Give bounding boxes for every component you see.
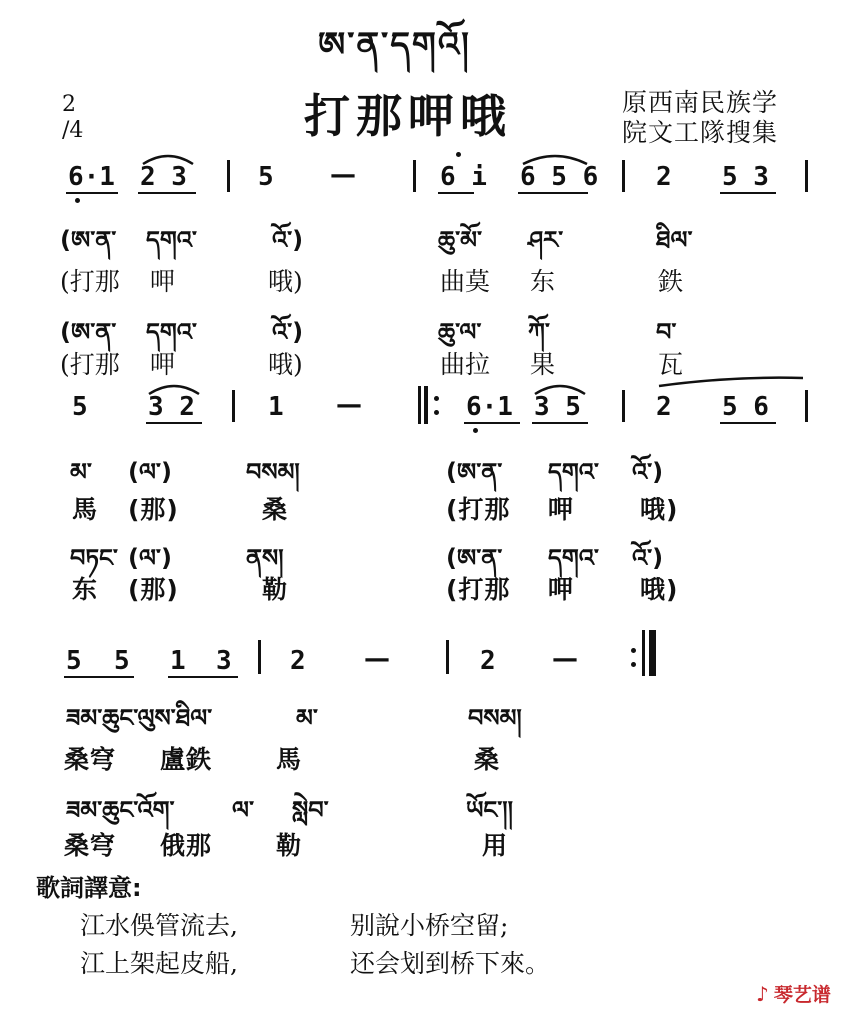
lyric-tibetan: ཟམ་ཆུང་ལུས་ཐིལ་	[66, 704, 213, 732]
credit-line-1: 原西南民族学	[622, 88, 779, 117]
barline	[622, 390, 625, 422]
lyric-chinese: 桑穹	[64, 831, 117, 860]
lyric-chinese: 呷	[150, 267, 176, 296]
lyric-tibetan: འོ་)	[632, 458, 664, 486]
underline	[168, 676, 238, 678]
lyric-chinese: 东	[530, 267, 556, 296]
time-sig-denominator: /4	[62, 118, 84, 143]
repeat-dot	[631, 662, 636, 667]
octave-dot-above	[456, 152, 461, 157]
lyric-tibetan: (ཨ་ན་	[60, 226, 117, 254]
lyric-chinese: 勒	[276, 831, 303, 860]
note: 5	[66, 646, 82, 676]
note: 3 2	[148, 392, 195, 422]
note-dash: —	[330, 160, 356, 190]
underline	[532, 422, 588, 424]
lyric-chinese: 桑穹	[64, 745, 117, 774]
repeat-dot	[434, 396, 439, 401]
lyric-tibetan: ཀོ་	[528, 318, 550, 346]
barline	[805, 390, 808, 422]
lyric-tibetan: (ལ་)	[128, 458, 172, 486]
slur	[146, 380, 202, 396]
lyric-tibetan: འོ་)	[272, 318, 304, 346]
end-barline-thick	[649, 630, 656, 676]
lyric-chinese: (那)	[128, 495, 179, 524]
lyric-chinese: 哦)	[268, 350, 303, 379]
lyric-chinese: 哦)	[640, 495, 679, 524]
lyric-tibetan: ནས།	[246, 544, 284, 572]
note: 3	[216, 646, 232, 676]
lyric-tibetan: དགའ་	[146, 226, 197, 254]
lyric-tibetan: མ་	[296, 704, 318, 732]
note: 5 3	[722, 162, 769, 192]
note: 2	[480, 646, 496, 676]
lyric-tibetan: བསམ།	[246, 458, 300, 486]
note: 6 5 6	[520, 162, 599, 192]
lyric-tibetan: (ཨ་ན་	[60, 318, 117, 346]
lyric-tibetan: (ལ་)	[128, 544, 172, 572]
underline	[438, 192, 474, 194]
lyric-chinese: 俄那	[160, 831, 213, 860]
lyric-tibetan: ལ་	[232, 796, 254, 824]
underline	[464, 422, 520, 424]
lyric-chinese: (打那	[60, 350, 120, 379]
translation-line: 江水俁管流去,	[80, 911, 238, 940]
end-barline-thin	[642, 630, 645, 676]
lyric-tibetan: ཐིལ་	[656, 226, 693, 254]
lyric-tibetan: ཆུ་མོ་	[438, 226, 483, 254]
lyric-chinese: 哦)	[268, 267, 303, 296]
music-note-icon: ♪	[756, 982, 769, 1006]
note: 5 6	[722, 392, 769, 422]
barline	[805, 160, 808, 192]
lyric-tibetan: དགའ་	[146, 318, 197, 346]
lyric-tibetan: འོ་)	[272, 226, 304, 254]
note: 5	[114, 646, 130, 676]
repeat-dot	[631, 648, 636, 653]
repeat-barline-thick	[424, 386, 428, 424]
lyric-chinese: 用	[482, 831, 509, 860]
lyric-tibetan: ཡོང་།།	[466, 796, 513, 824]
lyric-chinese: 呷	[548, 495, 575, 524]
credit	[622, 88, 778, 148]
lyric-tibetan: བ་	[656, 318, 677, 346]
lyric-chinese: 桑	[474, 745, 501, 774]
note: 6·1	[68, 162, 115, 192]
note: 5	[72, 392, 88, 422]
note: 6·1	[466, 392, 513, 422]
repeat-barline-thin	[418, 386, 421, 424]
underline	[146, 422, 202, 424]
note: 5	[258, 162, 274, 192]
title-tibetan: ཨ་ན་དགའོ།	[318, 25, 471, 65]
barline	[258, 640, 261, 674]
lyric-tibetan: དགའ་	[548, 544, 599, 572]
lyric-chinese: 馬	[276, 745, 303, 774]
lyric-chinese: 桑	[262, 495, 289, 524]
lyric-tibetan: བཏང་	[70, 544, 118, 572]
lyric-chinese: 鉄	[658, 267, 684, 296]
lyric-chinese: 盧鉄	[160, 745, 213, 774]
lyric-chinese: 呷	[150, 350, 176, 379]
note: 2	[656, 162, 672, 192]
lyric-tibetan: (ཨ་ན་	[446, 544, 503, 572]
barline	[232, 390, 235, 422]
tie	[656, 374, 806, 388]
note-dash: —	[336, 390, 362, 420]
lyric-chinese: (那)	[128, 575, 179, 604]
octave-dot-below	[75, 198, 80, 203]
underline	[138, 192, 196, 194]
translation-heading: 歌詞譯意:	[36, 874, 142, 902]
slur	[532, 380, 588, 396]
note: 6 i	[440, 162, 487, 192]
underline	[66, 192, 118, 194]
lyric-chinese: 瓦	[658, 350, 684, 379]
lyric-chinese: 曲莫	[440, 267, 491, 296]
underline	[518, 192, 588, 194]
underline	[720, 422, 776, 424]
lyric-chinese: 勒	[262, 575, 289, 604]
watermark	[756, 980, 831, 1007]
slur	[520, 150, 590, 166]
lyric-chinese: 东	[72, 575, 99, 604]
translation-line: 别說小桥空留;	[350, 911, 509, 940]
lyric-chinese: 馬	[72, 495, 99, 524]
lyric-tibetan: དགའ་	[548, 458, 599, 486]
barline	[413, 160, 416, 192]
lyric-tibetan: བསམ།	[468, 704, 522, 732]
note-dash: —	[552, 644, 578, 674]
translation-line: 江上架起皮船,	[80, 949, 238, 978]
title-chinese: 打那呷哦	[304, 89, 512, 143]
lyric-chinese: (打那	[446, 575, 511, 604]
note-dash: —	[364, 644, 390, 674]
lyric-tibetan: ཆུ་ལ་	[438, 318, 482, 346]
note: 2	[290, 646, 306, 676]
octave-dot-below	[473, 428, 478, 433]
barline	[227, 160, 230, 192]
underline	[720, 192, 776, 194]
watermark-text: 琴艺谱	[773, 984, 831, 1006]
lyric-tibetan: སླེབ་	[292, 796, 329, 824]
lyric-tibetan: འོ་)	[632, 544, 664, 572]
lyric-tibetan: མ་	[70, 458, 92, 486]
note: 3 5	[534, 392, 581, 422]
lyric-chinese: 哦)	[640, 575, 679, 604]
translation-line: 还会划到桥下來。	[350, 949, 551, 978]
note: 2 3	[140, 162, 187, 192]
lyric-chinese: (打那	[60, 267, 120, 296]
lyric-chinese: 曲拉	[440, 350, 491, 379]
credit-line-2: 院文工隊搜集	[622, 118, 779, 147]
lyric-chinese: (打那	[446, 495, 511, 524]
repeat-dot	[434, 410, 439, 415]
lyric-tibetan: ཤར་	[528, 226, 564, 254]
note: 1	[268, 392, 284, 422]
slur	[140, 150, 196, 166]
barline	[622, 160, 625, 192]
note: 1	[170, 646, 186, 676]
underline	[64, 676, 134, 678]
lyric-chinese: 呷	[548, 575, 575, 604]
lyric-tibetan: (ཨ་ན་	[446, 458, 503, 486]
lyric-chinese: 果	[530, 350, 556, 379]
barline	[446, 640, 449, 674]
time-sig-numerator: 2	[62, 92, 76, 117]
lyric-tibetan: ཟམ་ཆུང་འོག་	[66, 796, 175, 824]
note: 2	[656, 392, 672, 422]
